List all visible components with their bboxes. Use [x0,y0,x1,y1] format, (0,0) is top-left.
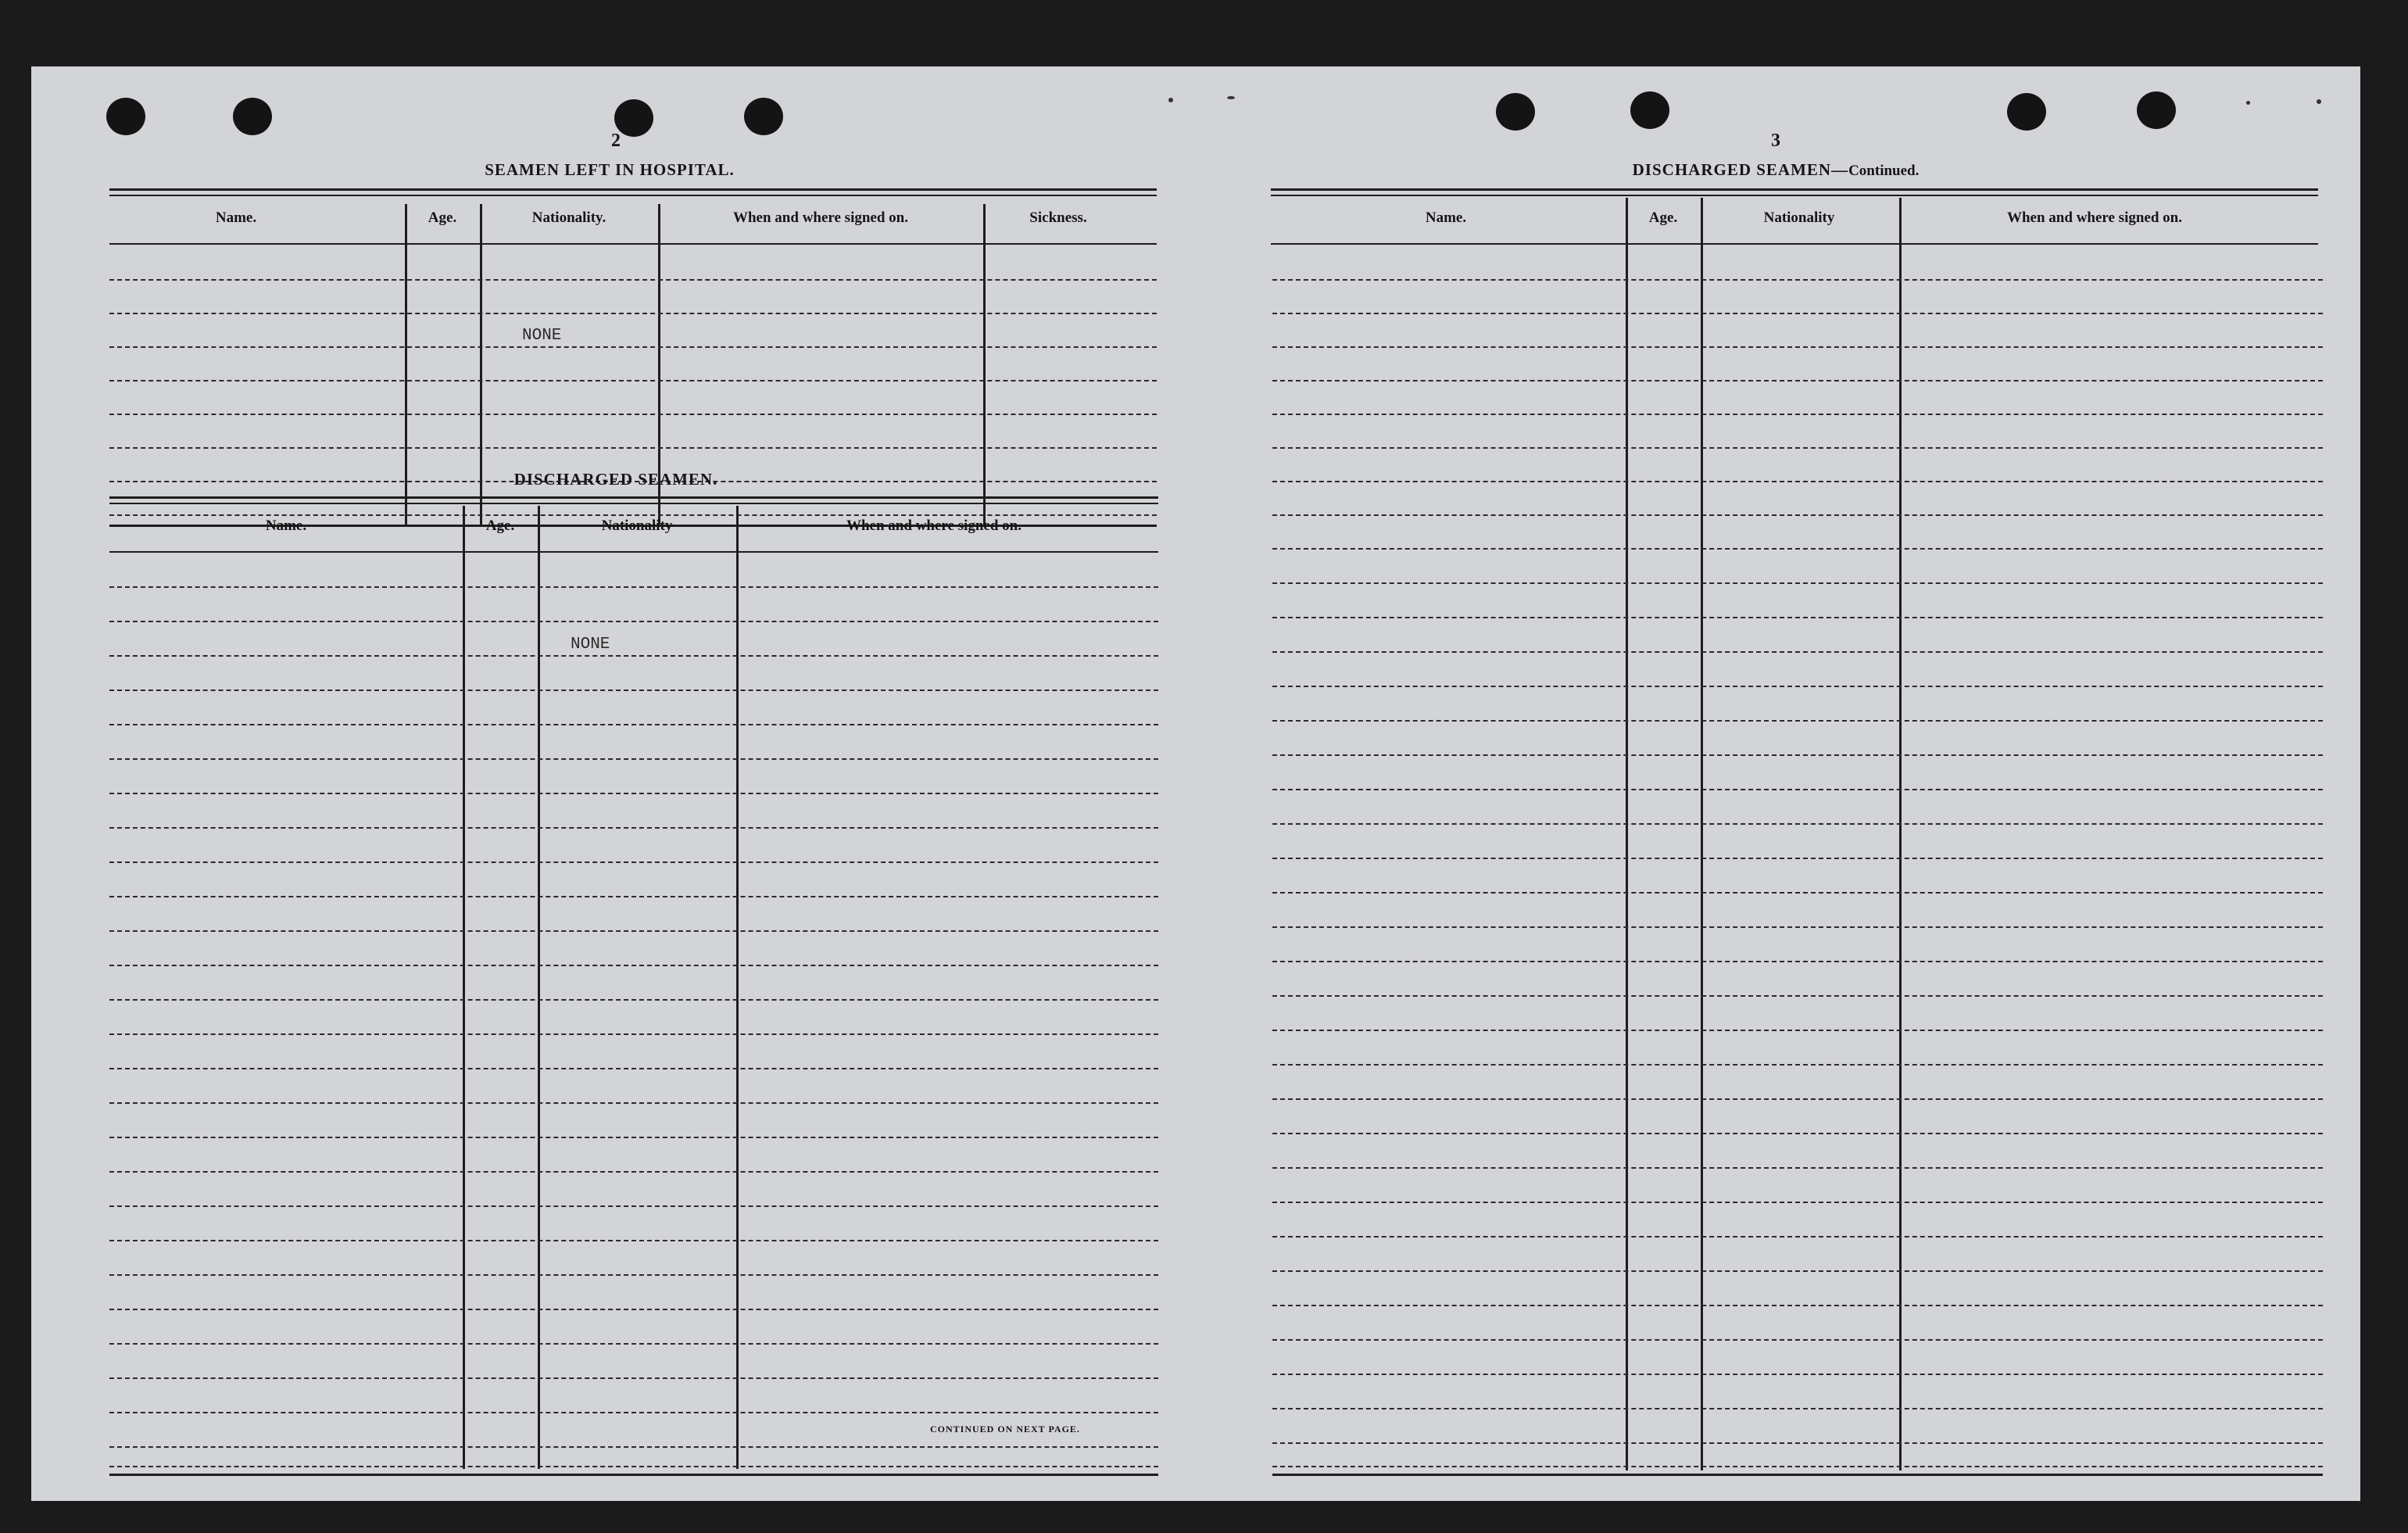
page-number-left: 2 [611,131,621,151]
discharged-col-nationality: Nationality [601,518,673,534]
discharged-col-age: Age. [485,518,515,534]
title-continued: Continued. [1848,163,1920,179]
punch-hole-icon [1630,91,1669,129]
discharged-nationality-entry: NONE [571,636,610,654]
hospital-col-age: Age. [428,210,457,226]
discharged-col-name: Name. [265,518,307,534]
hospital-col-name: Name. [215,210,257,226]
continued-note: CONTINUED ON NEXT PAGE. [930,1424,1080,1435]
right-col-age: Age. [1648,210,1678,226]
discharged-continued-title [1633,160,1920,180]
hospital-nationality-entry: NONE [522,327,562,345]
paper-speck [1227,96,1235,99]
punch-hole-icon [744,98,783,135]
discharged-col-signed-on: When and where signed on. [846,518,1022,534]
discharged-section-title: DISCHARGED SEAMEN. [513,470,718,489]
punch-hole-icon [106,98,145,135]
paper-speck [2317,99,2321,104]
right-col-name: Name. [1425,210,1467,226]
title-main: DISCHARGED SEAMEN— [1632,160,1849,179]
right-col-signed-on: When and where signed on. [2006,210,2183,226]
hospital-col-nationality: Nationality. [531,210,606,226]
right-col-nationality: Nationality [1763,210,1835,226]
punch-hole-icon [1496,93,1535,131]
punch-hole-icon [2137,91,2176,129]
hospital-col-signed-on: When and where signed on. [732,210,909,226]
page-number-right: 3 [1771,131,1780,151]
punch-hole-icon [2007,93,2046,131]
ledger-sheet [31,66,2360,1501]
hospital-section-title: SEAMEN LEFT IN HOSPITAL. [485,160,735,179]
paper-speck [2246,101,2250,105]
paper-speck [1168,98,1173,102]
hospital-col-sickness: Sickness. [1029,210,1087,226]
punch-hole-icon [233,98,272,135]
